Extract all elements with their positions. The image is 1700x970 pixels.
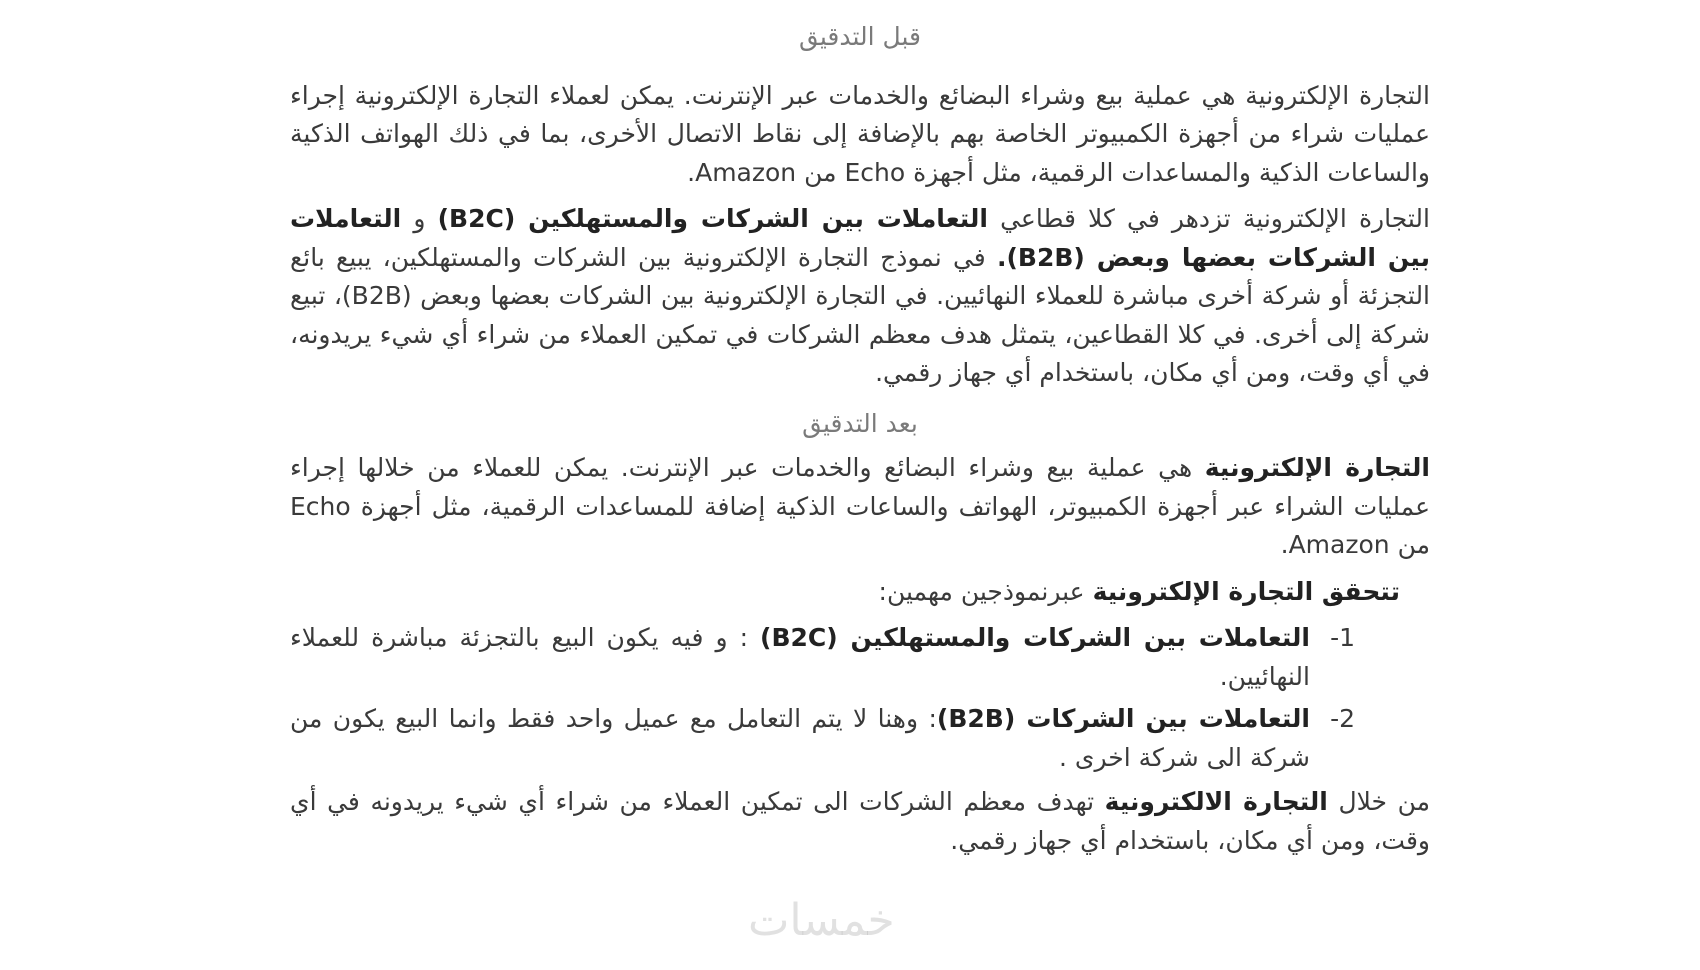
after-intro-bold: التجارة الإلكترونية bbox=[1092, 576, 1314, 606]
after-closing-start: من خلال bbox=[1327, 787, 1430, 816]
site-watermark: خمسات bbox=[748, 895, 895, 946]
after-p1-bold: التجارة الإلكترونية bbox=[1204, 453, 1430, 482]
before-paragraph-2 bbox=[290, 200, 1430, 393]
list-item-number: 2- bbox=[1330, 704, 1355, 733]
after-section-title: بعد التدقيق bbox=[802, 408, 918, 438]
after-intro-rest: عبرنموذجين مهمين: bbox=[878, 576, 1093, 606]
after-closing-rest: تهدف معظم الشركات الى تمكين العملاء من شراء أي شيء يريدونه في أي وقت، ومن أي مكان، باستخدام أي جهاز رقمي. bbox=[290, 787, 1430, 855]
after-intro-start: تتحقق bbox=[1313, 576, 1400, 606]
before-p2-b2b: التعاملات بين الشركات بعضها وبعض (B2B). bbox=[290, 204, 1430, 272]
list-item bbox=[290, 619, 1355, 696]
list-item-bold: التعاملات بين الشركات والمستهلكين (B2C) bbox=[760, 623, 1311, 652]
after-models-intro bbox=[290, 573, 1430, 612]
list-item-text: : و فيه يكون البيع بالتجزئة مباشرة للعملاء النهائيين. bbox=[290, 623, 1310, 691]
list-item-bold: التعاملات بين الشركات (B2B) bbox=[936, 704, 1310, 733]
after-paragraph-1 bbox=[290, 449, 1430, 565]
models-list bbox=[290, 619, 1430, 777]
after-closing-bold: التجارة الالكترونية bbox=[1104, 787, 1328, 816]
before-p2-rest: في نموذج التجارة الإلكترونية بين الشركات والمستهلكين، يبيع بائع التجزئة أو شركة أخرى مباشرة للعملاء النهائيين. في التجارة الإلكترونية بين الشركات بعضها وبعض (B2B)، تبيع شركة إلى أخرى. في كلا القطاعين، يتمثل هدف معظم الشركات في تمكين العملاء من شراء أي شيء يريدونه، في أي وقت، ومن أي مكان، باستخدام أي جهاز رقمي. bbox=[290, 242, 1431, 387]
after-closing-paragraph bbox=[290, 783, 1430, 860]
after-p1-rest: هي عملية بيع وشراء البضائع والخدمات عبر الإنترنت. يمكن للعملاء من خلالها إجراء عمليات الشراء عبر أجهزة الكمبيوتر، الهواتف والساعات الذكية إضافة للمساعدات الرقمية، مثل أجهزة Echo من Amazon. bbox=[290, 453, 1430, 559]
before-p2-and: و bbox=[401, 204, 438, 233]
before-paragraph-1: التجارة الإلكترونية هي عملية بيع وشراء البضائع والخدمات عبر الإنترنت. يمكن لعملاء التجارة الإلكترونية إجراء عمليات شراء من أجهزة الكمبيوتر الخاصة بهم بالإضافة إلى نقاط الاتصال الأخرى، بما في ذلك الهواتف الذكية والساعات الذكية والمساعدات الرقمية، مثل أجهزة Echo من Amazon. bbox=[290, 80, 1430, 187]
document-content bbox=[290, 18, 1430, 868]
list-item-number: 1- bbox=[1330, 623, 1355, 652]
before-section-title: قبل التدقيق bbox=[799, 22, 921, 51]
before-p2-start: التجارة الإلكترونية تزدهر في كلا قطاعي bbox=[987, 204, 1430, 233]
list-item bbox=[290, 700, 1355, 777]
before-p2-b2c: التعاملات بين الشركات والمستهلكين (B2C) bbox=[437, 204, 988, 233]
list-item-text: : وهنا لا يتم التعامل مع عميل واحد فقط وانما البيع يكون من شركة الى شركة اخرى . bbox=[290, 704, 1310, 772]
